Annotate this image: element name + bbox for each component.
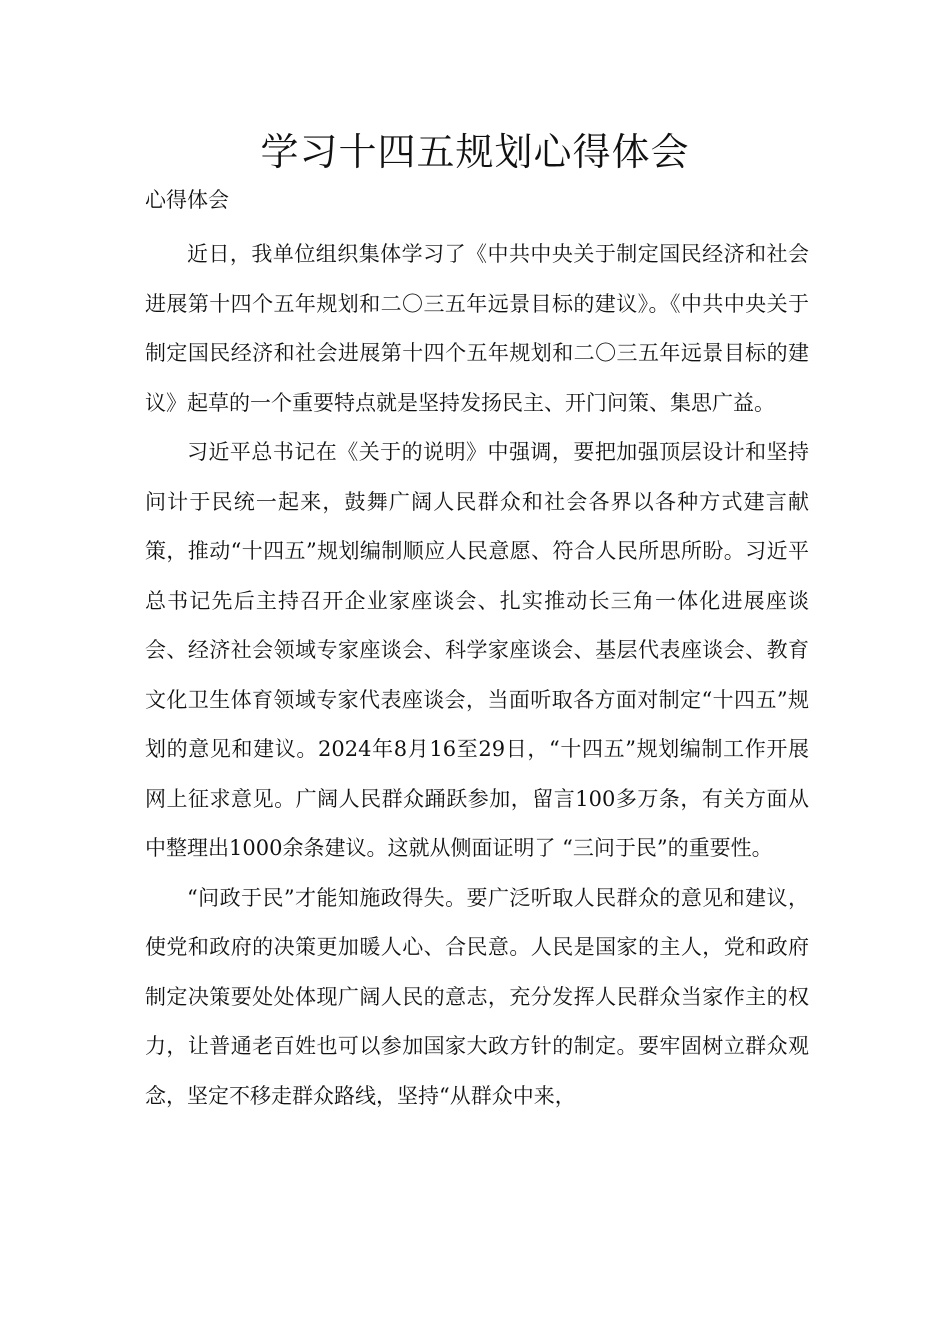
document-title: 学习十四五规划心得体会 xyxy=(260,130,690,174)
document-body xyxy=(145,230,809,1121)
paragraph-1: 近日，我单位组织集体学习了《中共中央关于制定国民经济和社会进展第十四个五年规划和二〇三五年远景目标的建议》。《中共中央关于制定国民经济和社会进展第十四个五年规划和二〇三五年远景目标的建议》起草的一个重要特点就是坚持发扬民主、开门问策、集思广益。 xyxy=(145,242,809,415)
paragraph-2: 习近平总书记在《关于的说明》中强调，要把加强顶层设计和坚持问计于民统一起来，鼓舞广阔人民群众和社会各界以各种方式建言献策，推动“十四五”规划编制顺应人民意愿、符合人民所思所盼。习近平总书记先后主持召开企业家座谈会、扎实推动长三角一体化进展座谈会、经济社会领域专家座谈会、科学家座谈会、基层代表座谈会、教育文化卫生体育领域专家代表座谈会，当面听取各方面对制定“十四五”规划的意见和建议。2024年8月16至29日，“十四五”规划编制工作开展网上征求意见。广阔人民群众踊跃参加，留言100多万条，有关方面从中整理出1000余条建议。这就从侧面证明了 “三问于民”的重要性。 xyxy=(145,440,809,860)
document-subtitle: 心得体会 xyxy=(145,188,229,212)
paragraph-3: “问政于民”才能知施政得失。要广泛听取人民群众的意见和建议，使党和政府的决策更加暖人心、合民意。人民是国家的主人，党和政府制定决策要处处体现广阔人民的意志，充分发挥人民群众当家作主的权力，让普通老百姓也可以参加国家大政方针的制定。要牢固树立群众观念，坚定不移走群众路线，坚持“从群众中来， xyxy=(145,885,809,1108)
